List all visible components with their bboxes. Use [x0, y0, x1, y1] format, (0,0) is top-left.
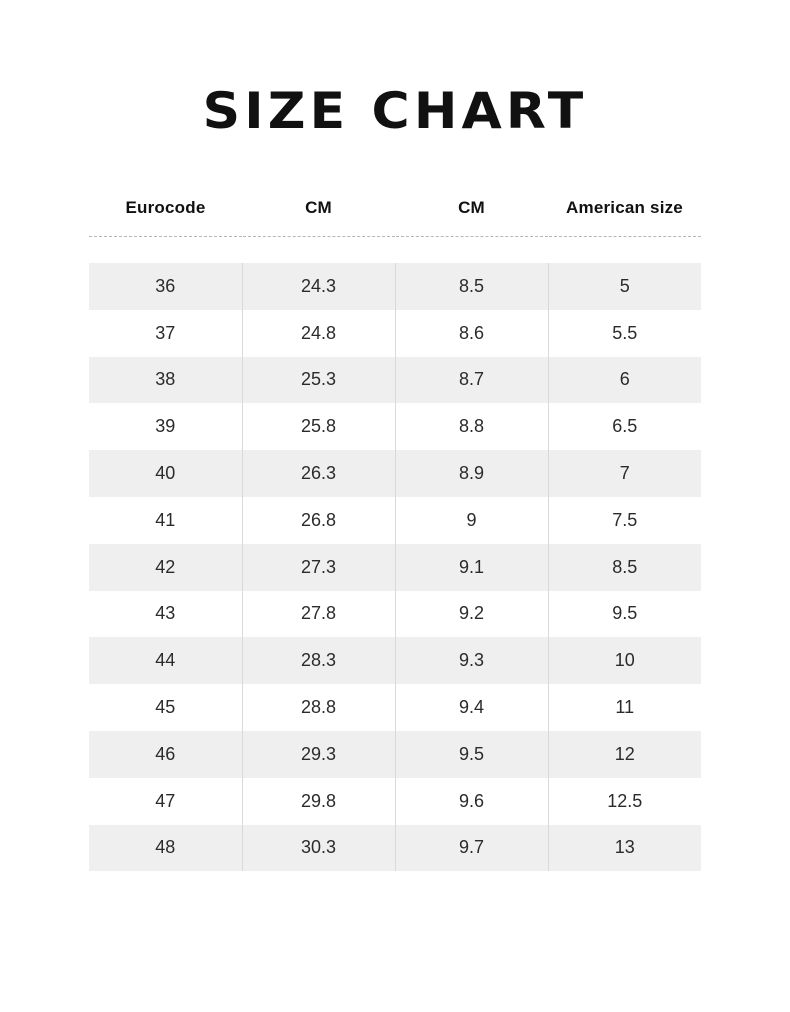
table-header: [89, 198, 701, 237]
cell-cm-length: 26.3: [242, 450, 395, 497]
cell-eurocode: 42: [89, 544, 242, 591]
cell-eurocode: 39: [89, 403, 242, 450]
cell-cm-width: 9: [395, 497, 548, 544]
cell-eurocode: 45: [89, 684, 242, 731]
cell-american-size: 7.5: [548, 497, 701, 544]
cell-american-size: 5: [548, 263, 701, 310]
table-row: [89, 825, 701, 872]
cell-cm-width: 9.3: [395, 637, 548, 684]
cell-american-size: 5.5: [548, 310, 701, 357]
cell-cm-width: 9.4: [395, 684, 548, 731]
cell-eurocode: 36: [89, 263, 242, 310]
cell-cm-width: 9.7: [395, 825, 548, 872]
cell-eurocode: 41: [89, 497, 242, 544]
cell-cm-width: 8.7: [395, 357, 548, 404]
cell-american-size: 11: [548, 684, 701, 731]
cell-cm-length: 29.8: [242, 778, 395, 825]
table-row: [89, 310, 701, 357]
cell-eurocode: 43: [89, 591, 242, 638]
table-header-spacer: [89, 237, 701, 264]
cell-cm-length: 24.3: [242, 263, 395, 310]
cell-american-size: 9.5: [548, 591, 701, 638]
cell-american-size: 7: [548, 450, 701, 497]
table-row: [89, 637, 701, 684]
cell-cm-width: 8.8: [395, 403, 548, 450]
table-row: [89, 450, 701, 497]
table-row: [89, 731, 701, 778]
cell-eurocode: 38: [89, 357, 242, 404]
size-table: [89, 198, 701, 871]
spacer-cell: [242, 237, 395, 264]
cell-cm-width: 9.6: [395, 778, 548, 825]
cell-eurocode: 37: [89, 310, 242, 357]
cell-cm-length: 24.8: [242, 310, 395, 357]
cell-cm-width: 8.6: [395, 310, 548, 357]
spacer-cell: [548, 237, 701, 264]
cell-american-size: 12: [548, 731, 701, 778]
cell-eurocode: 48: [89, 825, 242, 872]
cell-cm-width: 8.9: [395, 450, 548, 497]
table-row: [89, 778, 701, 825]
column-header-american-size: American size: [566, 198, 683, 217]
column-header-cm-width: CM: [458, 198, 485, 217]
cell-eurocode: 46: [89, 731, 242, 778]
cell-cm-length: 28.3: [242, 637, 395, 684]
cell-cm-length: 28.8: [242, 684, 395, 731]
page-title: SIZE CHART: [202, 82, 588, 140]
size-table-container: [89, 198, 701, 871]
cell-american-size: 6: [548, 357, 701, 404]
cell-american-size: 13: [548, 825, 701, 872]
table-row: [89, 357, 701, 404]
cell-eurocode: 47: [89, 778, 242, 825]
table-row: [89, 591, 701, 638]
cell-american-size: 10: [548, 637, 701, 684]
table-row: [89, 684, 701, 731]
table-row: [89, 497, 701, 544]
cell-cm-length: 27.8: [242, 591, 395, 638]
cell-cm-length: 30.3: [242, 825, 395, 872]
cell-cm-width: 9.5: [395, 731, 548, 778]
cell-cm-length: 25.8: [242, 403, 395, 450]
table-row: [89, 263, 701, 310]
table-row: [89, 544, 701, 591]
cell-cm-length: 29.3: [242, 731, 395, 778]
cell-cm-width: 9.2: [395, 591, 548, 638]
column-header-cm-length: CM: [305, 198, 332, 217]
cell-cm-length: 27.3: [242, 544, 395, 591]
table-row: [89, 403, 701, 450]
cell-cm-length: 25.3: [242, 357, 395, 404]
spacer-cell: [395, 237, 548, 264]
cell-eurocode: 40: [89, 450, 242, 497]
cell-cm-width: 8.5: [395, 263, 548, 310]
spacer-cell: [89, 237, 242, 264]
table-body: [89, 237, 701, 872]
cell-american-size: 6.5: [548, 403, 701, 450]
cell-cm-width: 9.1: [395, 544, 548, 591]
column-header-eurocode: Eurocode: [125, 198, 206, 217]
cell-eurocode: 44: [89, 637, 242, 684]
cell-american-size: 8.5: [548, 544, 701, 591]
cell-cm-length: 26.8: [242, 497, 395, 544]
table-header-row: [89, 198, 701, 237]
cell-american-size: 12.5: [548, 778, 701, 825]
